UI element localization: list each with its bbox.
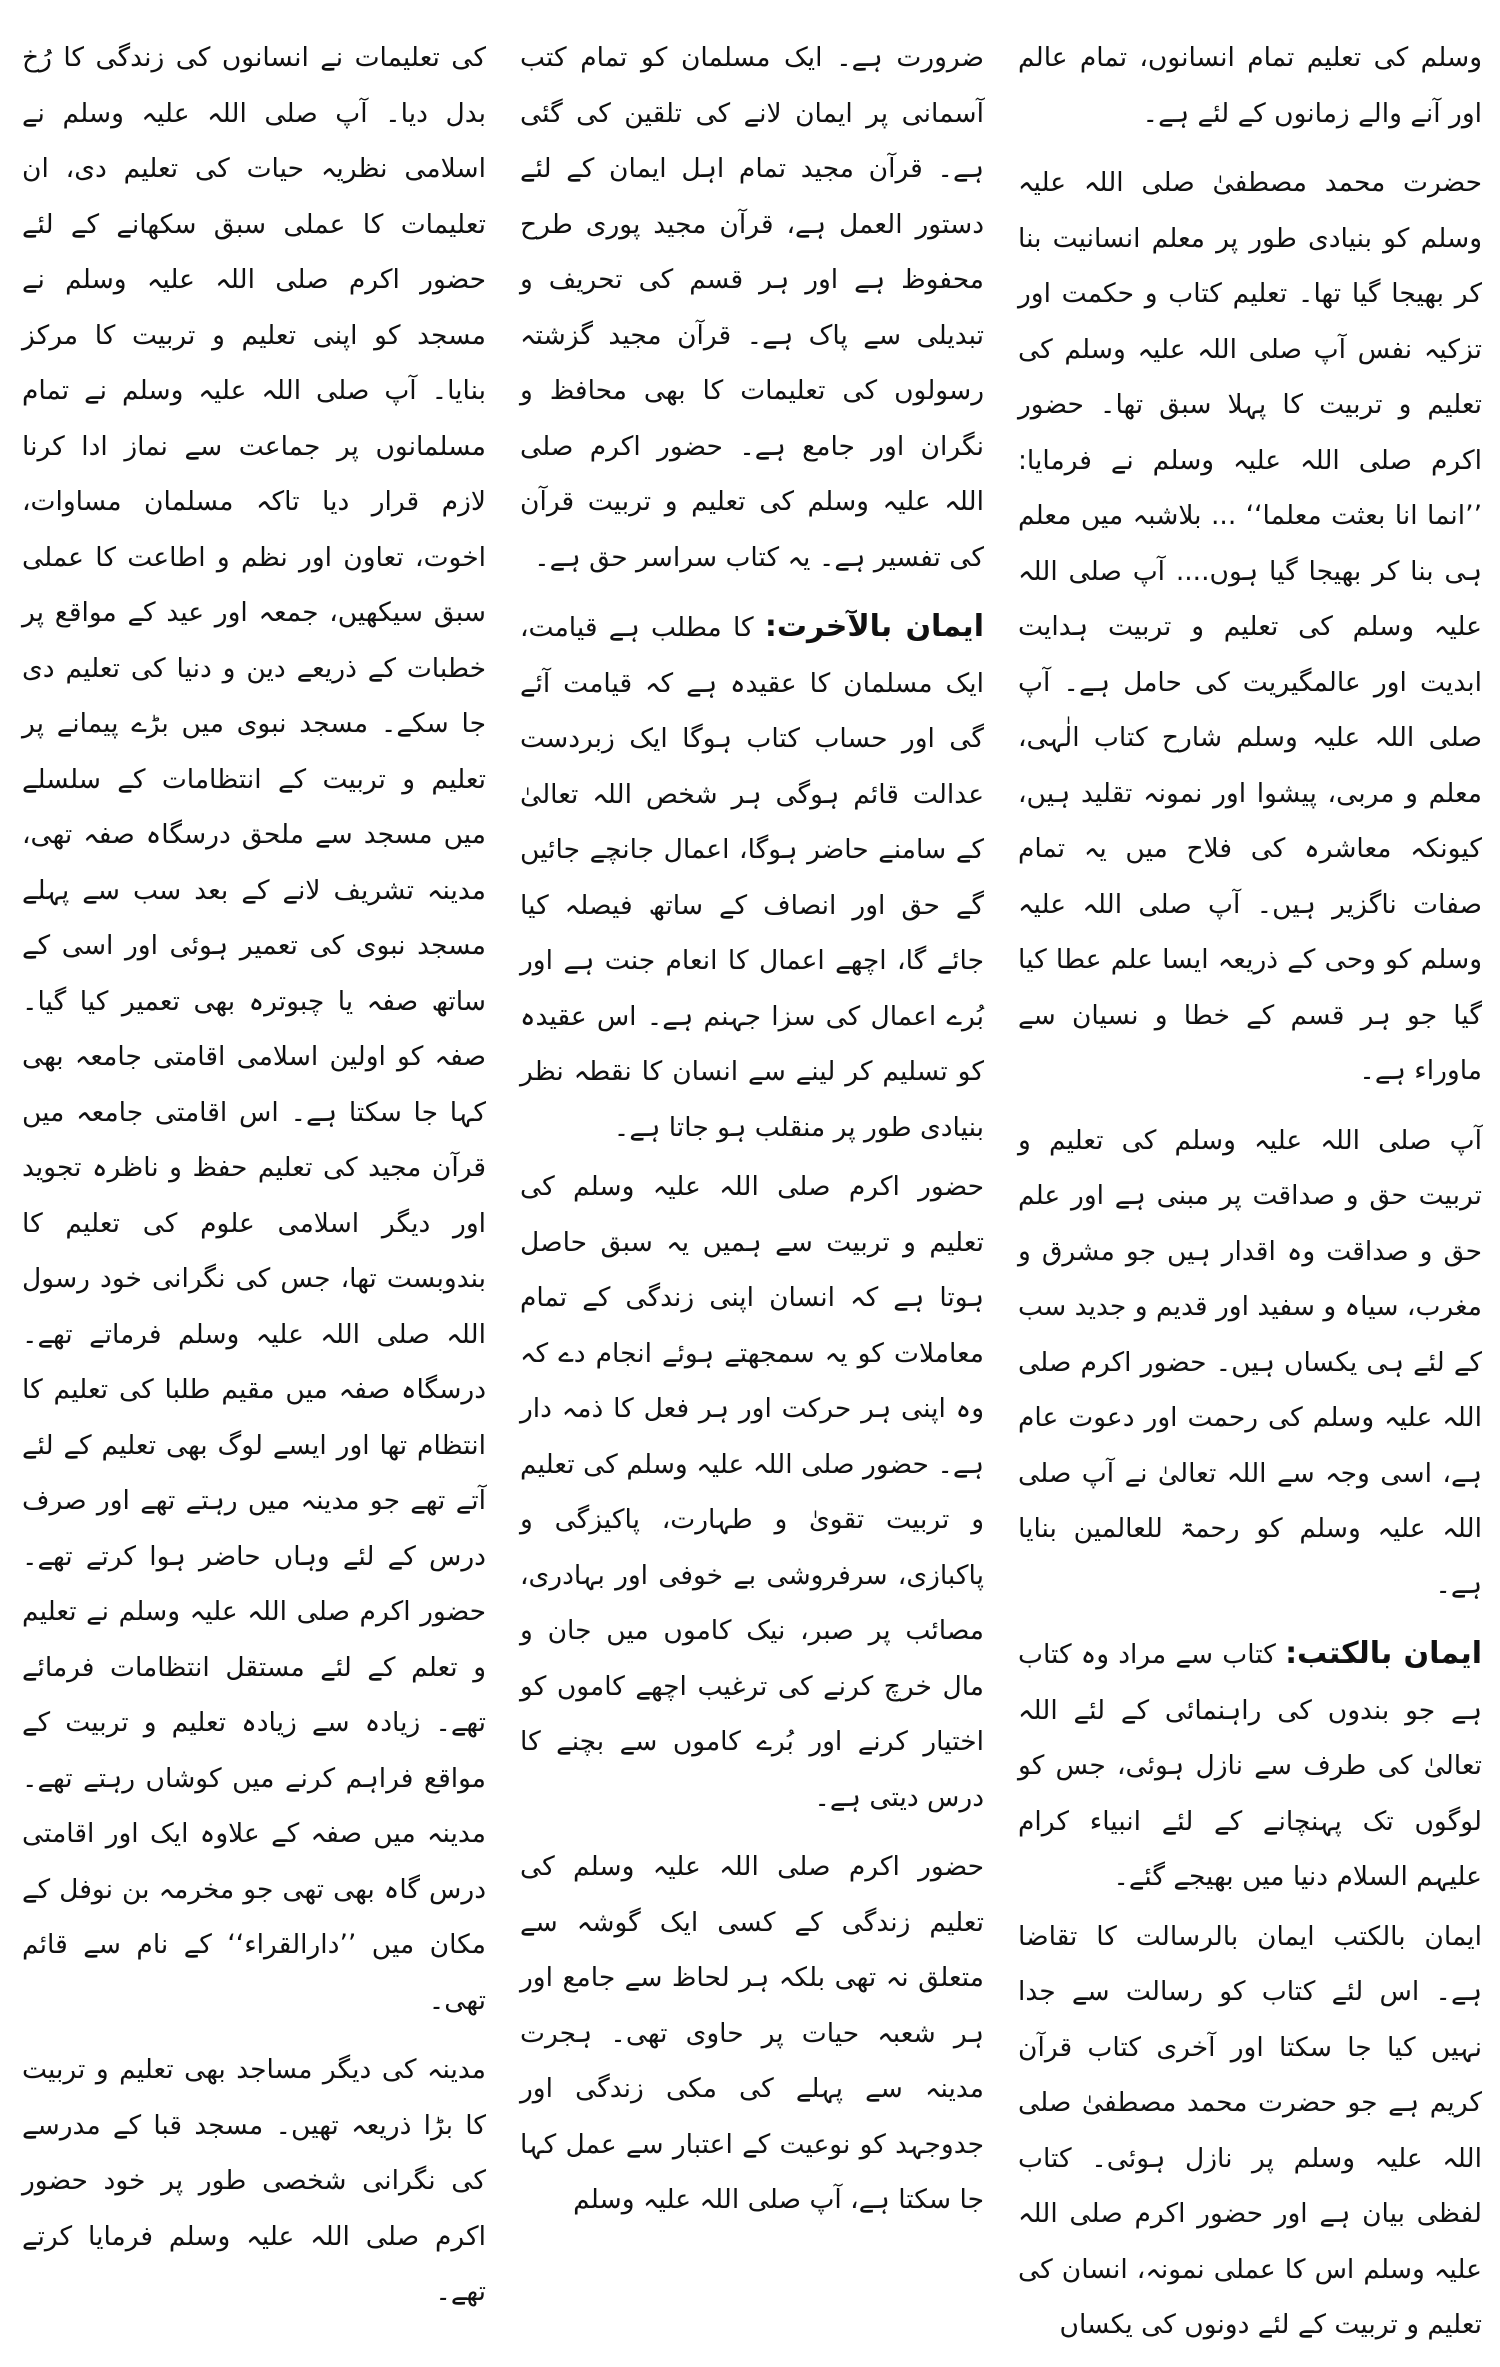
paragraph: حضور اکرم صلی اللہ علیہ وسلم کی تعلیم و تربیت سے ہمیں یہ سبق حاصل ہوتا ہے کہ انسان اپنی زندگی کے تمام معاملات کو یہ سمجھتے ہوئے انجام دے کہ وہ اپنی ہر حرکت اور ہر فعل کا ذمہ دار ہے۔ حضور صلی اللہ علیہ وسلم کی تعلیم و تربیت تقویٰ و طہارت، پاکیزگی و پاکبازی، سرفروشی بے خوفی اور بہادری، مصائب پر صبر، نیک کاموں میں جان و مال خرچ کرنے کی ترغیب اچھے کاموں کو اختیار کرنے اور بُرے کاموں سے بچنے کا درس دیتی ہے۔ [520,1171,984,1813]
article-columns [18,30,1483,2340]
column-left [22,30,486,2367]
paragraph: کتاب سے مراد وہ کتاب ہے جو بندوں کی راہنمائی کے لئے اللہ تعالیٰ کی طرف سے نازل ہوئی، جس کو لوگوں تک پہنچانے کے لئے انبیاء کرام علیہم السلام دنیا میں بھیجے گئے۔ [1018,1639,1482,1892]
paragraph: کا مطلب ہے قیامت، ایک مسلمان کا عقیدہ ہے کہ قیامت آئے گی اور حساب کتاب ہوگا ایک زبردست عدالت قائم ہوگی ہر شخص اللہ تعالیٰ کے سامنے حاضر ہوگا، اعمال جانچے جائیں گے حق اور انصاف کے ساتھ فیصلہ کیا جائے گا، اچھے اعمال کا انعام جنت ہے اور بُرے اعمال کی سزا جہنم ہے۔ اس عقیدہ کو تسلیم کر لینے سے انسان کا نقطہ نظر بنیادی طور پر منقلب ہو جاتا ہے۔ [520,612,984,1143]
paragraph: ضرورت ہے۔ ایک مسلمان کو تمام کتب آسمانی پر ایمان لانے کی تلقین کی گئی ہے۔ قرآن مجید تمام اہل ایمان کے لئے دستور العمل ہے، قرآن مجید پوری طرح محفوظ ہے اور ہر قسم کی تحریف و تبدیلی سے پاک ہے۔ قرآن مجید گزشتہ رسولوں کی تعلیمات کا بھی محافظ و نگران اور جامع ہے۔ حضور اکرم صلی اللہ علیہ وسلم کی تعلیم و تربیت قرآن کی تفسیر ہے۔ یہ کتاب سراسر حق ہے۔ [520,42,984,573]
paragraph: مدینہ کی دیگر مساجد بھی تعلیم و تربیت کا بڑا ذریعہ تھیں۔ مسجد قبا کے مدرسے کی نگرانی شخصی طور پر خود حضور اکرم صلی اللہ علیہ وسلم فرمایا کرتے تھے۔ [22,2054,486,2307]
section-heading-line [520,599,984,1155]
paragraph: حضور اکرم صلی اللہ علیہ وسلم کی تعلیم زندگی کے کسی ایک گوشہ سے متعلق نہ تھی بلکہ ہر لحاظ سے جامع اور ہر شعبہ حیات پر حاوی تھی۔ ہجرت مدینہ سے پہلے کی مکی زندگی اور جدوجہد کو نوعیت کے اعتبار سے عمل کہا جا سکتا ہے، آپ صلی اللہ علیہ وسلم [520,1851,984,2215]
section-heading: ایمان بالکتب: [1285,1636,1483,1671]
paragraph: کی تعلیمات نے انسانوں کی زندگی کا رُخ بدل دیا۔ آپ صلی اللہ علیہ وسلم نے اسلامی نظریہ حیات کی تعلیم دی، ان تعلیمات کا عملی سبق سکھانے کے لئے حضور اکرم صلی اللہ علیہ وسلم نے مسجد کو اپنی تعلیم و تربیت کا مرکز بنایا۔ آپ صلی اللہ علیہ وسلم نے تمام مسلمانوں پر جماعت سے نماز ادا کرنا لازم قرار دیا تاکہ مسلمان مساوات، اخوت، تعاون اور نظم و اطاعت کا عملی سبق سیکھیں، جمعہ اور عید کے مواقع پر خطبات کے ذریعے دین و دنیا کی تعلیم دی جا سکے۔ مسجد نبوی میں بڑے پیمانے پر تعلیم و تربیت کے انتظامات کے سلسلے میں مسجد سے ملحق درسگاہ صفہ تھی، مدینہ تشریف لانے کے بعد سب سے پہلے مسجد نبوی کی تعمیر ہوئی اور اسی کے ساتھ صفہ یا چبوترہ بھی تعمیر کیا گیا۔ صفہ کو اولین اسلامی اقامتی جامعہ بھی کہا جا سکتا ہے۔ اس اقامتی جامعہ میں قرآن مجید کی تعلیم حفظ و ناظرہ تجوید اور دیگر اسلامی علوم کی تعلیم کا بندوبست تھا، جس کی نگرانی خود رسول اللہ صلی اللہ علیہ وسلم فرماتے تھے۔ درسگاہ صفہ میں مقیم طلبا کی تعلیم کا انتظام تھا اور ایسے لوگ بھی تعلیم کے لئے آتے تھے جو مدینہ میں رہتے تھے اور صرف درس کے لئے وہاں حاضر ہوا کرتے تھے۔ حضور اکرم صلی اللہ علیہ وسلم نے تعلیم و تعلم کے لئے مستقل انتظامات فرمائے تھے۔ زیادہ سے زیادہ تعلیم و تربیت کے مواقع فراہم کرنے میں کوشاں رہتے تھے۔ مدینہ میں صفہ کے علاوہ ایک اور اقامتی درس گاہ بھی تھی جو مخرمہ بن نوفل کے مکان میں ’’دارالقراء‘‘ کے نام سے قائم تھی۔ [22,42,486,2016]
paragraph: وسلم کی تعلیم تمام انسانوں، تمام عالم اور آنے والے زمانوں کے لئے ہے۔ [1018,42,1482,129]
column-middle [520,30,984,2367]
paragraph: حضرت محمد مصطفیٰ صلی اللہ علیہ وسلم کو بنیادی طور پر معلم انسانیت بنا کر بھیجا گیا تھا۔ تعلیم کتاب و حکمت اور تزکیہ نفس آپ صلی اللہ علیہ وسلم کی تعلیم و تربیت کا پہلا سبق تھا۔ حضور اکرم صلی اللہ علیہ وسلم نے فرمایا: ’’انما انا بعثت معلما‘‘ ... بلاشبہ میں معلم ہی بنا کر بھیجا گیا ہوں.... آپ صلی اللہ علیہ وسلم کی تعلیم و تربیت ہدایت ابدیت اور عالمگیریت کی حامل ہے۔ آپ صلی اللہ علیہ وسلم شارح کتاب الٰہی، معلم و مربی، پیشوا اور نمونہ تقلید ہیں، کیونکہ معاشرہ کی فلاح میں یہ تمام صفات ناگزیر ہیں۔ آپ صلی اللہ علیہ وسلم کو وحی کے ذریعہ ایسا علم عطا کیا گیا جو ہر قسم کے خطا و نسیان سے ماوراء ہے۔ [1018,167,1482,1086]
section-heading-line [1018,1626,1482,1905]
paragraph: ایمان بالکتب ایمان بالرسالت کا تقاضا ہے۔ اس لئے کتاب کو رسالت سے جدا نہیں کیا جا سکتا اور آخری کتاب قرآن کریم ہے جو حضرت محمد مصطفیٰ صلی اللہ علیہ وسلم پر نازل ہوئی۔ کتاب لفظی بیان ہے اور حضور اکرم صلی اللہ علیہ وسلم اس کا عملی نمونہ، انسان کی تعلیم و تربیت کے لئے دونوں کی یکساں [1018,1920,1482,2340]
column-right [1018,30,1482,2367]
section-heading: ایمان بالآخرت: [764,609,984,644]
paragraph: آپ صلی اللہ علیہ وسلم کی تعلیم و تربیت حق و صداقت پر مبنی ہے اور علم حق و صداقت وہ اقدار ہیں جو مشرق و مغرب، سیاہ و سفید اور قدیم و جدید سب کے لئے ہی یکساں ہیں۔ حضور اکرم صلی اللہ علیہ وسلم کی رحمت اور دعوت عام ہے، اسی وجہ سے اللہ تعالیٰ نے آپ صلی اللہ علیہ وسلم کو رحمۃ للعالمین بنایا ہے۔ [1018,1124,1482,1600]
